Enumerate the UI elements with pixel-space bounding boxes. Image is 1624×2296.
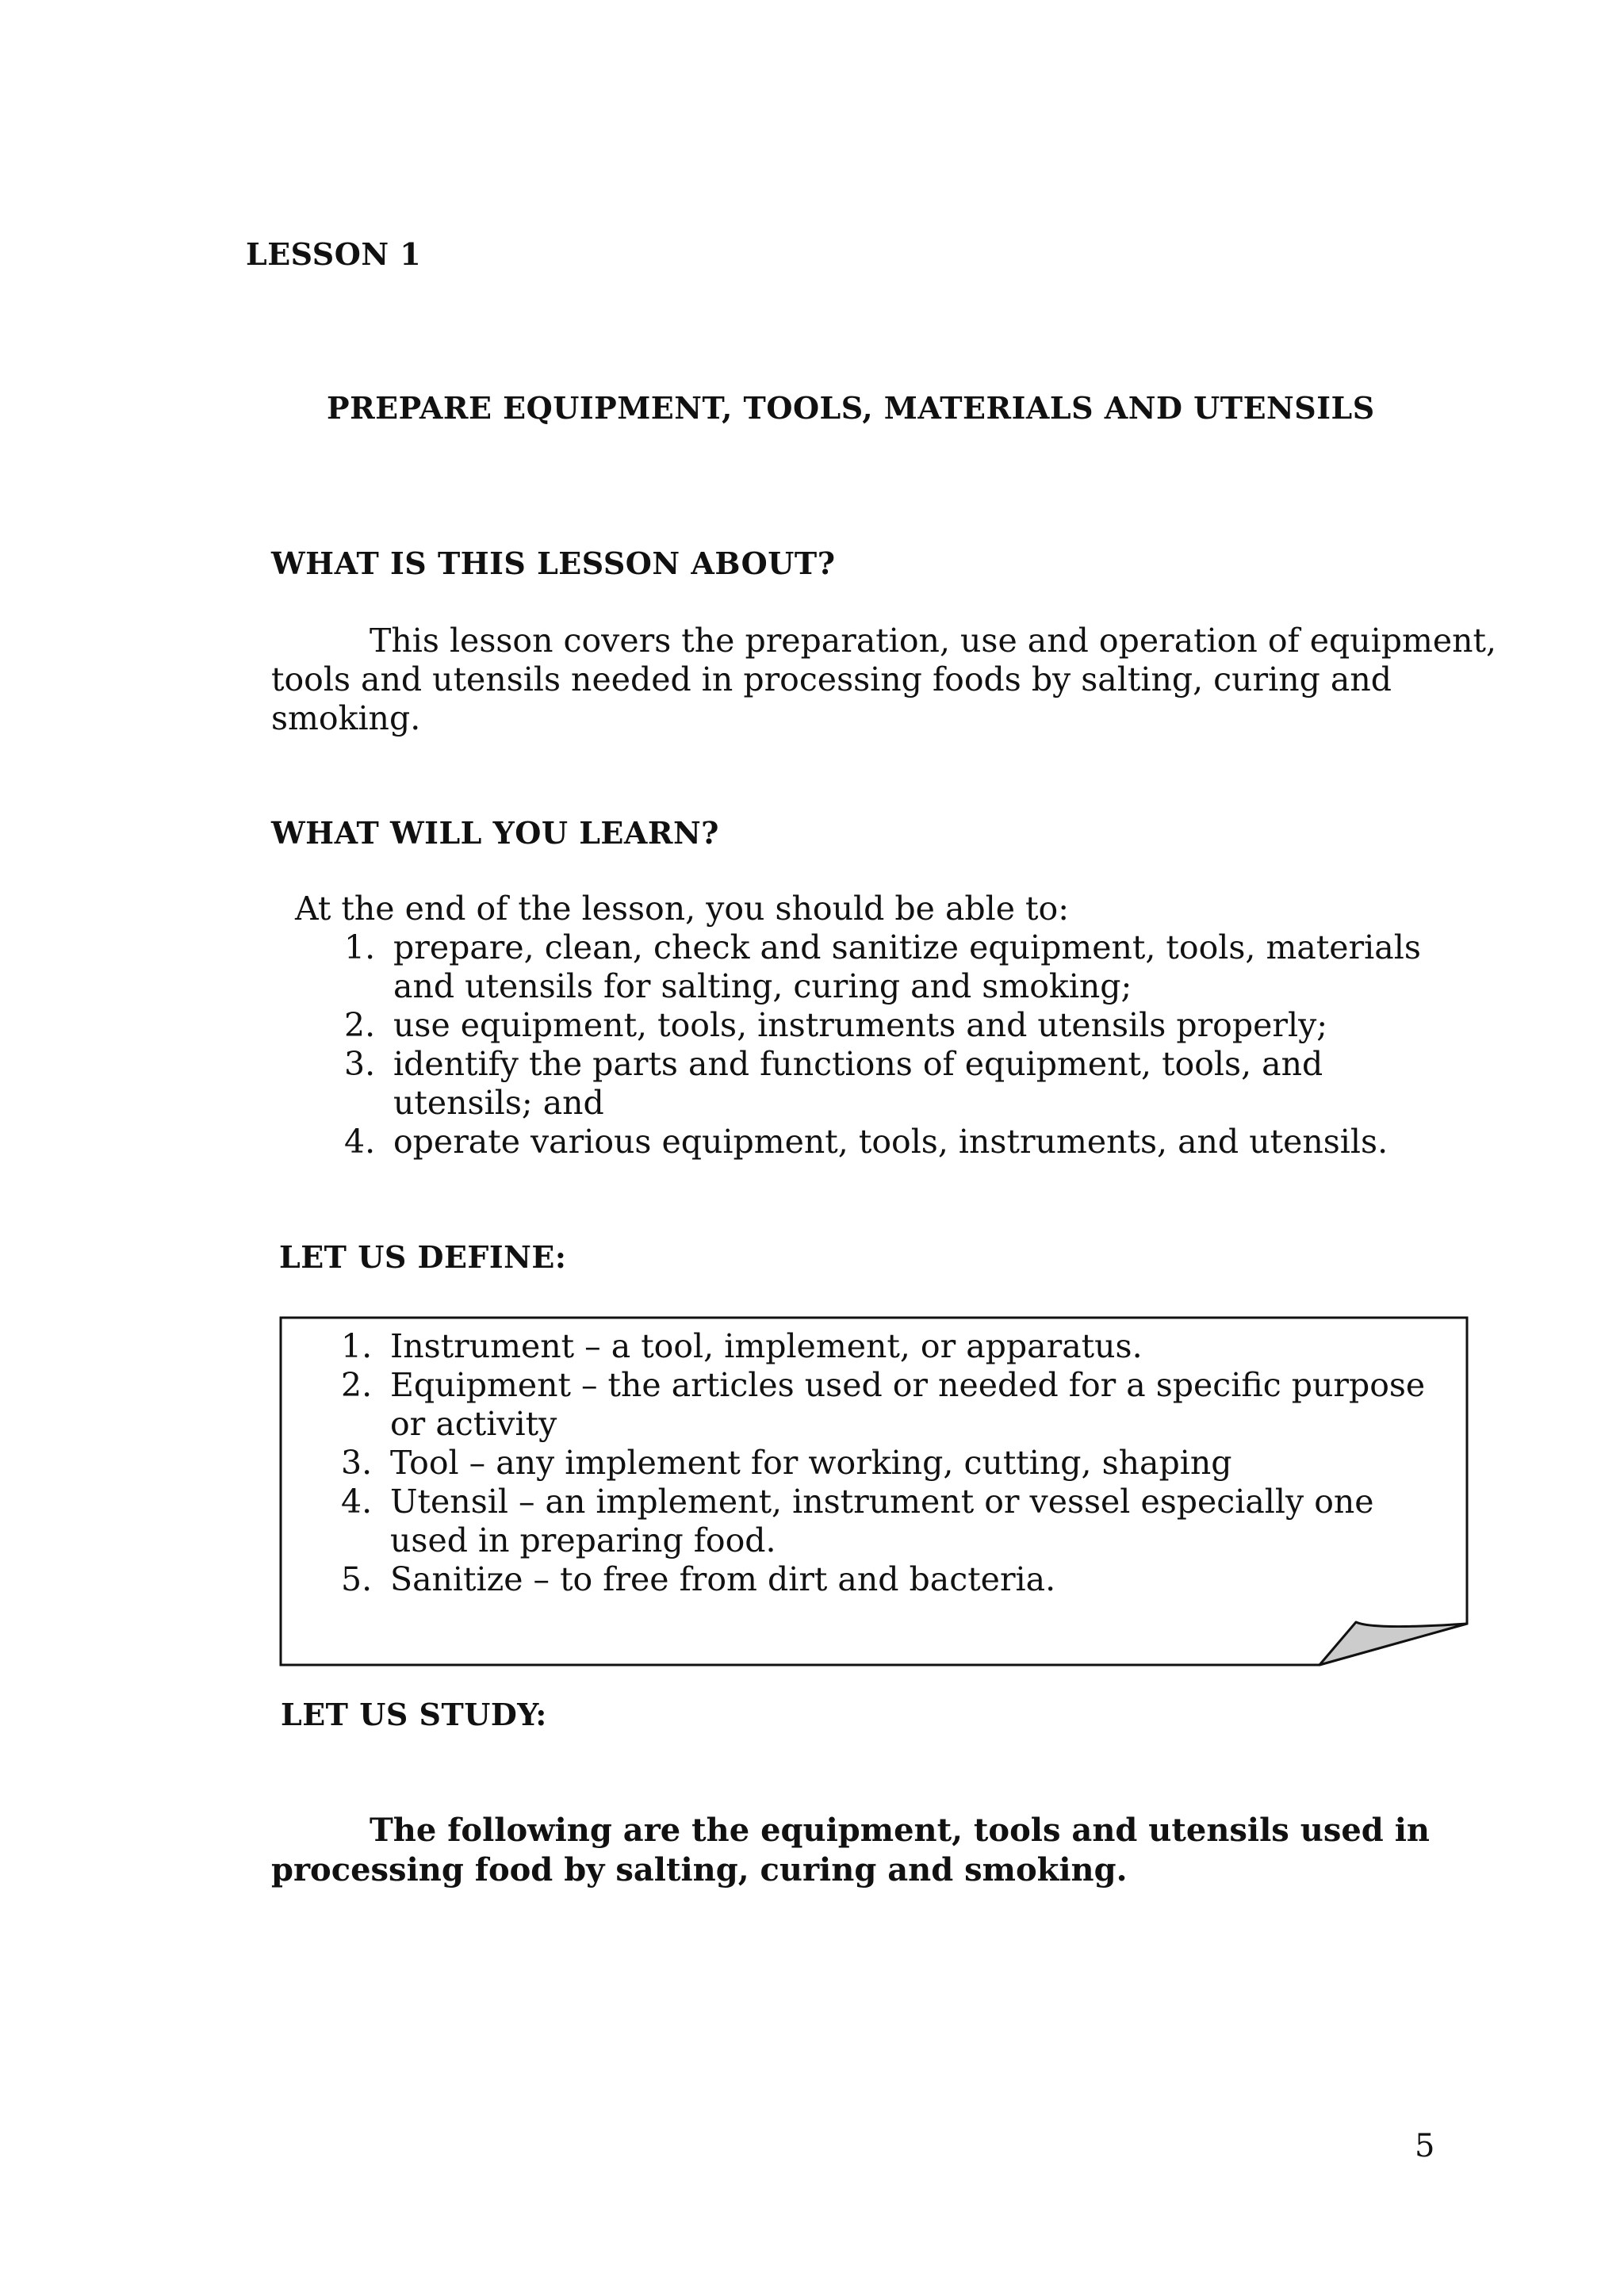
define-heading: LET US DEFINE: <box>279 1239 567 1275</box>
list-item <box>295 928 1421 1006</box>
list-item-text: prepare, clean, check and sanitize equipment, tools, materials and utensils for salting, curing and smoking; <box>393 928 1421 1005</box>
study-text: The following are the equipment, tools and utensils used in processing food by salting, curing and smoking. <box>271 1812 1430 1888</box>
list-item <box>292 1483 1454 1560</box>
lesson-label: LESSON 1 <box>246 236 422 272</box>
list-item <box>292 1327 1454 1366</box>
list-item-text: Instrument – a tool, implement, or apparatus. <box>390 1327 1143 1365</box>
list-item-text: use equipment, tools, instruments and utensils properly; <box>393 1006 1328 1044</box>
learn-heading: WHAT WILL YOU LEARN? <box>271 815 719 851</box>
list-item <box>292 1560 1454 1599</box>
about-heading: WHAT IS THIS LESSON ABOUT? <box>271 545 836 581</box>
list-item <box>292 1444 1454 1483</box>
lesson-title: PREPARE EQUIPMENT, TOOLS, MATERIALS AND UTENSILS <box>327 390 1375 426</box>
about-text: This lesson covers the preparation, use and operation of equipment, tools and utensils needed in processing foods by salting, curing and smoking. <box>271 622 1497 737</box>
list-number: 3. <box>344 1045 376 1083</box>
list-item <box>295 1123 1421 1161</box>
list-number: 4. <box>344 1123 376 1161</box>
list-number: 3. <box>341 1444 373 1482</box>
list-item-text: Tool – any implement for working, cutting, shaping <box>390 1444 1232 1482</box>
list-number: 2. <box>341 1366 373 1404</box>
page-number: 5 <box>1415 2128 1435 2164</box>
study-paragraph <box>271 1811 1508 1890</box>
about-paragraph <box>271 622 1508 738</box>
list-item-text: Sanitize – to free from dirt and bacteria. <box>390 1560 1056 1598</box>
list-item <box>295 1006 1421 1045</box>
list-number: 2. <box>344 1006 376 1044</box>
list-number: 1. <box>344 928 376 966</box>
list-item <box>295 1045 1421 1123</box>
study-heading: LET US STUDY: <box>281 1697 547 1732</box>
definitions-list <box>292 1327 1454 1599</box>
list-number: 5. <box>341 1560 373 1598</box>
learn-objectives-list <box>295 928 1421 1161</box>
list-number: 4. <box>341 1483 373 1521</box>
learn-intro: At the end of the lesson, you should be able to: <box>295 890 1070 928</box>
list-item-text: Utensil – an implement, instrument or vessel especially one used in preparing food. <box>390 1483 1374 1559</box>
definitions-box <box>279 1316 1469 1667</box>
list-number: 1. <box>341 1327 373 1365</box>
list-item-text: identify the parts and functions of equipment, tools, and utensils; and <box>393 1045 1323 1122</box>
list-item <box>292 1366 1454 1444</box>
list-item-text: operate various equipment, tools, instruments, and utensils. <box>393 1123 1388 1161</box>
list-item-text: Equipment – the articles used or needed for a specific purpose or activity <box>390 1366 1426 1443</box>
